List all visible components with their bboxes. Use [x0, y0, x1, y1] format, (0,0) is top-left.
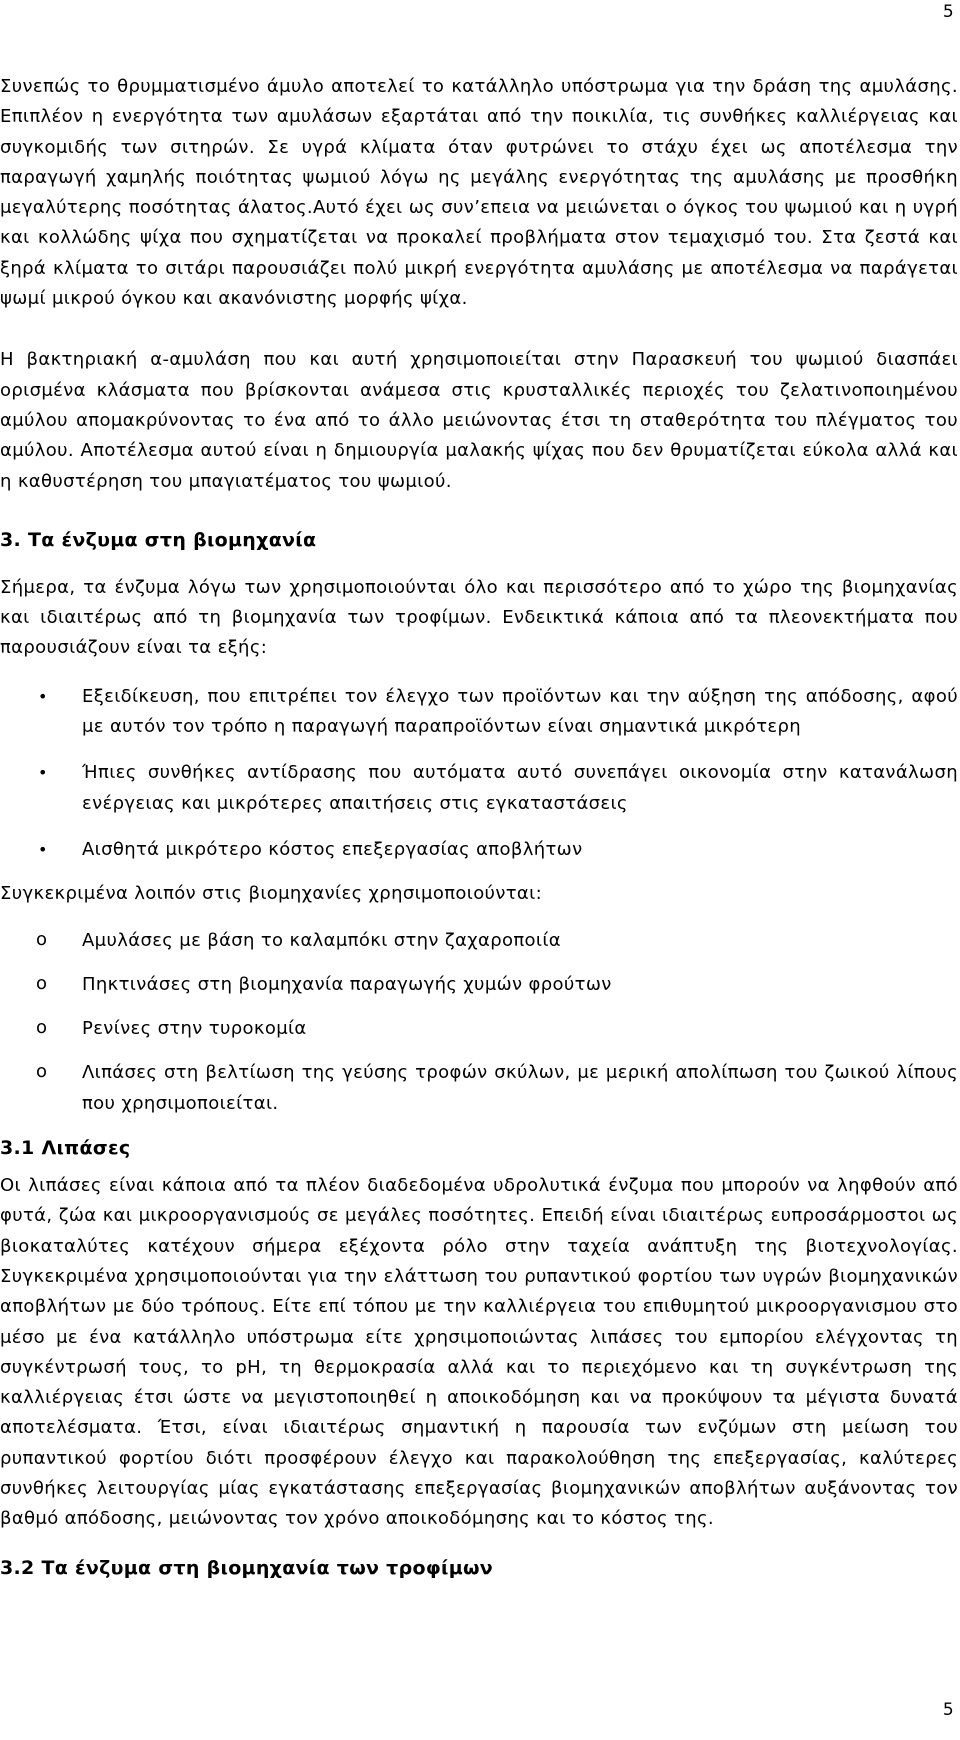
list-item-text: Αμυλάσες με βάση το καλαμπόκι στην ζαχαροποιία: [82, 929, 561, 951]
list-item-text: Λιπάσες στη βελτίωση της γεύσης τροφών σκύλων, με μερική απολίπωση του ζωικού λίπους που χρησιμοποιείται.: [82, 1062, 958, 1114]
page-number-top: 5: [942, 2, 954, 22]
paragraph-uses-intro: Συγκεκριμένα λοιπόν στις βιομηχανίες χρησιμοποιούνται:: [0, 883, 542, 905]
section-heading-3: 3. Τα ένζυμα στη βιομηχανία: [0, 528, 317, 551]
circle-bullet-icon: o: [36, 1017, 48, 1039]
list-item: [0, 1058, 958, 1119]
list-item-text: Αισθητά μικρότερο κόστος επεξεργασίας αποβλήτων: [82, 838, 583, 860]
bullet-icon: •: [38, 839, 48, 859]
list-item-text: Πηκτινάσες στη βιομηχανία παραγωγής χυμών φρούτων: [82, 973, 612, 995]
circle-bullet-icon: o: [36, 972, 48, 994]
list-item: [0, 758, 958, 819]
paragraph-lipases: Οι λιπάσες είναι κάποια από τα πλέον διαδεδομένα υδρολυτικά ένζυμα που μπορούν να ληφθούν από φυτά, ζώα και μικροοργανισμούς σε μεγάλες ποσότητες. Επειδή είναι ιδιαιτέρως ευπροσάρμοστοι ως βιοκαταλύτες κατέχουν σήμερα εξέχοντα ρόλο στην ταχεία ανάπτυξη της βιοτεχνολογίας. Συγκεκριμένα χρησιμοποιούνται για την ελάττωση του ρυπαντικού φορτίου των υγρών βιομηχανικών αποβλήτων με δύο τρόπους. Είτε επί τόπου με την καλλιέργεια του επιθυμητού μικροοργανισμου στο μέσο με ένα κατάλληλο υπόστρωμα είτε χρησιμοποιώντας λιπάσες του εμπορίου ελέγχοντας τη συγκέντρωσή τους, το pH, τη θερμοκρασία αλλά και το περιεχόμενο και τη συγκέντρωση της καλλιέργειας έτσι ώστε να μεγιστοποιηθεί η αποικοδόμηση και να προκύψουν τα μέγιστα δυνατά αποτελέσματα. Έτσι, είναι ιδιαιτέρως σημαντική η παρουσία των ενζύμων στη μείωση του ρυπαντικού φορτίου διότι προσφέρουν έλεγχο και παρακολούθηση της επεξεργασίας, καλύτερες συνθήκες λειτουργίας μίας εγκατάστασης επεξεργασίας βιομηχανικών αποβλήτων αυξάνοντας τον βαθμό απόδοσης, μειώνοντας τον χρόνο αποικοδόμησης και το κόστος της.: [0, 1175, 958, 1530]
circle-bullet-icon: o: [36, 1061, 48, 1083]
section-heading-3-1: 3.1 Λιπάσες: [0, 1137, 131, 1160]
list-item: [0, 835, 958, 865]
list-item-text: Εξειδίκευση, που επιτρέπει τον έλεγχο των προϊόντων και την αύξηση της απόδοσης, αφού με αυτόν τον τρόπο η παραγωγή παραπροϊόντων είναι σημαντικά μικρότερη: [82, 685, 958, 738]
advantages-list: [0, 682, 958, 865]
list-item-text: Ρενίνες στην τυροκομία: [82, 1018, 307, 1040]
list-item: [0, 926, 958, 956]
bullet-icon: •: [38, 763, 48, 783]
list-item-text: Ήπιες συνθήκες αντίδρασης που αυτόματα αυτό συνεπάγει οικονομία στην κατανάλωση ενέργειας και μικρότερες απαιτήσεις στις εγκαταστάσεις: [82, 762, 958, 814]
document-body: [0, 72, 958, 1603]
bullet-icon: •: [38, 686, 48, 706]
list-item: [0, 970, 958, 1000]
section-heading-3-2: 3.2 Τα ένζυμα στη βιομηχανία των τροφίμων: [0, 1556, 494, 1579]
paragraph-enzymes-industry: Σήμερα, τα ένζυμα λόγω των χρησιμοποιούνται όλο και περισσότερο από το χώρο της βιομηχανίας και ιδιαιτέρως από τη βιομηχανία των τροφίμων. Ενδεικτικά κάποια από τα πλεονεκτήματα που παρουσιάζουν είναι τα εξής:: [0, 576, 958, 659]
uses-list: [0, 926, 958, 1119]
page-number-bottom: 5: [942, 1700, 954, 1720]
paragraph-amylase-climate: Συνεπώς το θρυμματισμένο άμυλο αποτελεί το κατάλληλο υπόστρωμα για την δράση της αμυλάσης. Επιπλέον η ενεργότητα των αμυλάσων εξαρτάται από την ποικιλία, τις συνθήκες καλλιέργειας και συγκομιδής των σιτηρών. Σε υγρά κλίματα όταν φυτρώνει το στάχυ έχει ως αποτέλεσμα την παραγωγή χαμηλής ποιότητας ψωμιού λόγω ης μεγάλης ενεργότητας της αμυλάσης με προσθήκη μεγαλύτερης ποσότητας άλατος.Αυτό έχει ως συν’επεια να μειώνεται ο όγκος του ψωμιού και η υγρή και κολλώδης ψίχα που σχηματίζεται να προκαλεί προβλήματα στον τεμαχισμό του. Στα ζεστά και ξηρά κλίματα το σιτάρι παρουσιάζει πολύ μικρή ενεργότητα αμυλάσης με αποτέλεσμα να παράγεται ψωμί μικρού όγκου και ακανόνιστης μορφής ψίχα.: [0, 76, 958, 310]
circle-bullet-icon: o: [36, 928, 48, 950]
paragraph-bacterial-amylase: Η βακτηριακή α-αμυλάση που και αυτή χρησιμοποιείται στην Παρασκευή του ψωμιού διασπάει ορισμένα κλάσματα που βρίσκονται ανάμεσα στις κρυσταλλικές περιοχές του ζελατινοποιημένου αμύλου απομακρύνοντας το ένα από το άλλο μειώνοντας έτσι τη σταθερότητα του πλέγματος του αμύλου. Αποτέλεσμα αυτού είναι η δημιουργία μαλακής ψίχας που δεν θρυματίζεται εύκολα αλλά και η καθυστέρηση του μπαγιατέματος του ψωμιού.: [0, 349, 958, 492]
list-item: [0, 1014, 958, 1044]
list-item: [0, 682, 958, 743]
